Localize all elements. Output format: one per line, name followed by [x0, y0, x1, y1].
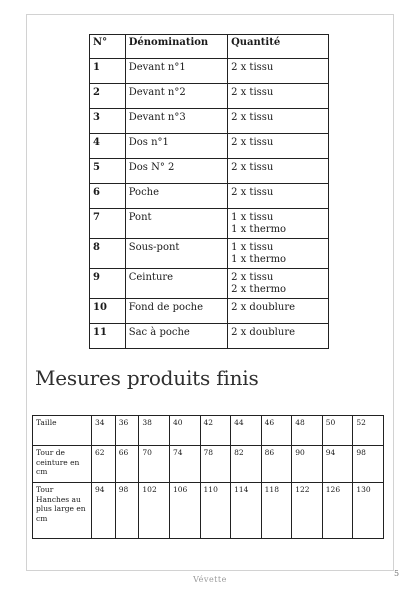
quantity-line: 1 x tissu: [231, 242, 274, 253]
sizes-cell: 98: [353, 446, 384, 483]
piece-number: 1: [90, 59, 126, 84]
section-title: Mesures produits finis: [35, 366, 259, 390]
piece-name: Pont: [125, 209, 227, 239]
quantity-line: 1 x thermo: [231, 254, 287, 265]
sizes-cell: 122: [292, 483, 323, 539]
piece-quantity: [228, 324, 329, 349]
piece-row: [90, 269, 329, 299]
piece-name: Fond de poche: [125, 299, 227, 324]
piece-quantity: [228, 239, 329, 269]
sizes-row-label: Taille: [33, 416, 92, 446]
piece-name: Dos n°1: [125, 134, 227, 159]
piece-row: [90, 239, 329, 269]
sizes-cell: 52: [353, 416, 384, 446]
sizes-cell: 118: [261, 483, 292, 539]
sizes-row: [33, 446, 384, 483]
piece-row: [90, 324, 329, 349]
piece-number: 7: [90, 209, 126, 239]
piece-name: Dos N° 2: [125, 159, 227, 184]
sizes-cell: 48: [292, 416, 323, 446]
sizes-cell: 66: [115, 446, 139, 483]
piece-row: [90, 184, 329, 209]
piece-number: 9: [90, 269, 126, 299]
page-number: 5: [394, 569, 400, 578]
piece-row: [90, 209, 329, 239]
piece-quantity: [228, 134, 329, 159]
sizes-cell: 98: [115, 483, 139, 539]
piece-row: [90, 84, 329, 109]
piece-row: [90, 59, 329, 84]
quantity-line: 1 x thermo: [231, 224, 287, 235]
piece-quantity: [228, 159, 329, 184]
pieces-table: [89, 34, 329, 349]
piece-quantity: [228, 109, 329, 134]
sizes-row-label: Tour Hanches au plus large en cm: [33, 483, 92, 539]
piece-number: 5: [90, 159, 126, 184]
piece-name: Sous-pont: [125, 239, 227, 269]
quantity-line: 2 x tissu: [231, 112, 274, 123]
quantity-line: 2 x tissu: [231, 62, 274, 73]
piece-name: Sac à poche: [125, 324, 227, 349]
sizes-cell: 44: [231, 416, 262, 446]
sizes-cell: 102: [139, 483, 170, 539]
quantity-line: 1 x tissu: [231, 212, 274, 223]
sizes-cell: 36: [115, 416, 139, 446]
quantity-line: 2 x doublure: [231, 302, 296, 313]
piece-quantity: [228, 184, 329, 209]
quantity-line: 2 x tissu: [231, 187, 274, 198]
sizes-cell: 126: [322, 483, 353, 539]
piece-name: Devant n°2: [125, 84, 227, 109]
sizes-cell: 34: [92, 416, 116, 446]
piece-number: 4: [90, 134, 126, 159]
piece-row: [90, 159, 329, 184]
piece-quantity: [228, 209, 329, 239]
quantity-line: 2 x tissu: [231, 162, 274, 173]
pieces-header-row: [90, 35, 329, 59]
piece-number: 10: [90, 299, 126, 324]
sizes-cell: 86: [261, 446, 292, 483]
piece-name: Devant n°3: [125, 109, 227, 134]
quantity-line: 2 x tissu: [231, 272, 274, 283]
piece-quantity: [228, 59, 329, 84]
sizes-cell: 114: [231, 483, 262, 539]
piece-name: Devant n°1: [125, 59, 227, 84]
sizes-cell: 110: [200, 483, 231, 539]
quantity-line: 2 x tissu: [231, 87, 274, 98]
sizes-cell: 38: [139, 416, 170, 446]
sizes-cell: 94: [92, 483, 116, 539]
piece-number: 3: [90, 109, 126, 134]
piece-quantity: [228, 299, 329, 324]
header-number: N°: [90, 35, 126, 59]
piece-number: 2: [90, 84, 126, 109]
sizes-cell: 82: [231, 446, 262, 483]
piece-row: [90, 299, 329, 324]
sizes-cell: 106: [169, 483, 200, 539]
piece-quantity: [228, 269, 329, 299]
sizes-cell: 62: [92, 446, 116, 483]
piece-quantity: [228, 84, 329, 109]
sizes-cell: 42: [200, 416, 231, 446]
piece-number: 6: [90, 184, 126, 209]
piece-name: Ceinture: [125, 269, 227, 299]
quantity-line: 2 x doublure: [231, 327, 296, 338]
sizes-cell: 40: [169, 416, 200, 446]
sizes-row: [33, 483, 384, 539]
quantity-line: 2 x thermo: [231, 284, 287, 295]
sizes-row-label: Tour de ceinture en cm: [33, 446, 92, 483]
footer-brand: Vévette: [193, 575, 227, 584]
sizes-cell: 94: [322, 446, 353, 483]
header-name: Dénomination: [125, 35, 227, 59]
sizes-cell: 50: [322, 416, 353, 446]
piece-name: Poche: [125, 184, 227, 209]
piece-row: [90, 109, 329, 134]
sizes-row: [33, 416, 384, 446]
sizes-table: [32, 415, 384, 539]
sizes-cell: 78: [200, 446, 231, 483]
piece-number: 8: [90, 239, 126, 269]
header-quantity: Quantité: [228, 35, 329, 59]
sizes-cell: 74: [169, 446, 200, 483]
sizes-cell: 90: [292, 446, 323, 483]
piece-number: 11: [90, 324, 126, 349]
piece-row: [90, 134, 329, 159]
quantity-line: 2 x tissu: [231, 137, 274, 148]
sizes-cell: 46: [261, 416, 292, 446]
sizes-cell: 70: [139, 446, 170, 483]
sizes-cell: 130: [353, 483, 384, 539]
